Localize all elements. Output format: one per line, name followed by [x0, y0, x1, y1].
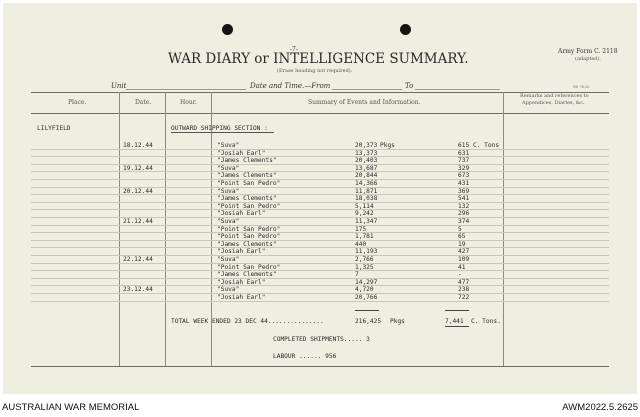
- row-tons: 431: [458, 180, 470, 187]
- row-pkgs: 440: [355, 240, 367, 248]
- column-header-remarks-1: Remarks and references to: [520, 93, 589, 99]
- row-ship-name: "Suva": [217, 256, 240, 263]
- total-tons-unit: C. Tons.: [471, 318, 501, 325]
- row-ship-name: "Point San Pedro": [217, 263, 281, 271]
- page-title: WAR DIARY or INTELLIGENCE SUMMARY.: [168, 51, 469, 67]
- column-header-hour: Hour.: [180, 99, 197, 106]
- rule-line: [31, 217, 609, 218]
- rule-line: [31, 301, 609, 302]
- row-tons: 238: [458, 286, 470, 294]
- rule-line: [31, 171, 609, 172]
- rule-line: [31, 149, 609, 150]
- footer-source: AUSTRALIAN WAR MEMORIAL: [2, 402, 140, 413]
- row-pkgs: 14,297: [355, 278, 378, 286]
- rule-line: [31, 194, 609, 195]
- rule-line: [31, 232, 609, 233]
- rule-line: [31, 209, 609, 210]
- form-adapted: (adapted).: [575, 56, 602, 62]
- page-number: -7-: [290, 46, 298, 53]
- row-tons: 109: [458, 256, 470, 263]
- row-ship-name: "Josiah Earl": [217, 149, 266, 157]
- row-ship-name: "James Clements": [217, 157, 277, 165]
- row-ship-name: "Suva": [217, 286, 240, 294]
- row-pkgs-unit: Pkgs: [380, 142, 395, 149]
- row-date: 22.12.44: [123, 256, 153, 263]
- row-ship-name: "Suva": [217, 142, 240, 149]
- rule-line: [31, 240, 609, 241]
- rule-line: [31, 263, 609, 264]
- row-ship-name: "Suva": [217, 164, 240, 172]
- column-header-summary: Summary of Events and Information.: [308, 99, 421, 106]
- unit-label: Unit: [111, 82, 127, 90]
- total-label: TOTAL WEEK ENDED 23 DEC 44...............: [171, 318, 324, 325]
- row-pkgs: 20,403: [355, 157, 378, 165]
- row-pkgs: 2,766: [355, 256, 374, 263]
- row-tons-unit: C. Tons: [473, 142, 500, 149]
- column-header-remarks-2: Appendices, Diaries, &c.: [522, 100, 585, 106]
- row-ship-name: "Point San Pedro": [217, 225, 281, 233]
- row-ship-name: "Point San Pedro": [217, 180, 281, 187]
- row-pkgs: 5,114: [355, 202, 374, 210]
- row-pkgs: 11,193: [355, 248, 378, 256]
- row-pkgs: 13,687: [355, 164, 378, 172]
- column-header-place: Place.: [68, 99, 87, 106]
- row-tons: 132: [458, 202, 470, 210]
- row-ship-name: "Point San Pedro": [217, 233, 281, 241]
- row-date: 20.12.44: [123, 187, 153, 195]
- row-tons: 615: [458, 142, 470, 149]
- labour-count: LABOUR ...... 956: [273, 353, 337, 360]
- total-pkgs-unit: Pkgs: [390, 318, 405, 325]
- row-tons: 722: [458, 294, 470, 301]
- row-ship-name: "James Clements": [217, 172, 277, 180]
- row-tons: 541: [458, 195, 470, 203]
- row-date: 23.12.44: [123, 286, 153, 294]
- row-pkgs: 20,844: [355, 172, 378, 180]
- row-ship-name: "Josiah Earl": [217, 278, 266, 286]
- diary-page: [3, 3, 637, 394]
- rule-line: [31, 164, 609, 165]
- row-pkgs: 7: [355, 271, 359, 279]
- row-tons: 477: [458, 278, 470, 286]
- row-pkgs: 1,781: [355, 233, 374, 241]
- row-pkgs: 20,766: [355, 294, 378, 301]
- row-tons: 369: [458, 187, 470, 195]
- column-header-date: Date.: [135, 99, 152, 106]
- row-tons: 5: [458, 225, 462, 233]
- row-ship-name: "Josiah Earl": [217, 210, 266, 218]
- rule-line: [31, 247, 609, 248]
- row-pkgs: 11,871: [355, 187, 378, 195]
- total-tons: 7,441: [445, 318, 464, 325]
- row-tons: 374: [458, 218, 470, 225]
- row-date: 18.12.44: [123, 142, 153, 149]
- row-pkgs: 4,720: [355, 286, 374, 294]
- row-date: 19.12.44: [123, 164, 153, 172]
- date-time-label: Date and Time.—From: [250, 82, 331, 90]
- row-tons: 631: [458, 149, 470, 157]
- row-pkgs: 20,373: [355, 142, 378, 149]
- row-ship-name: "Point San Pedro": [217, 202, 281, 210]
- row-tons: -: [458, 271, 462, 279]
- row-pkgs: 14,366: [355, 180, 378, 187]
- row-ship-name: "James Clements": [217, 240, 277, 248]
- rule-line: [31, 179, 609, 180]
- row-ship-name: "James Clements": [217, 195, 277, 203]
- row-pkgs: 18,038: [355, 195, 378, 203]
- punch-hole-left: [222, 24, 233, 35]
- section-heading: OUTWARD SHIPPING SECTION :: [171, 125, 268, 132]
- row-tons: 737: [458, 157, 470, 165]
- rule-line: [31, 278, 609, 279]
- rule-line: [31, 225, 609, 226]
- row-pkgs: 175: [355, 225, 367, 233]
- row-pkgs: 13,373: [355, 149, 378, 157]
- row-ship-name: "Suva": [217, 218, 240, 225]
- rule-line: [31, 270, 609, 271]
- to-label: To: [405, 82, 414, 90]
- rule-line: [31, 156, 609, 157]
- rule-line: [31, 293, 609, 294]
- rule-line: [31, 255, 609, 256]
- row-ship-name: "Josiah Earl": [217, 248, 266, 256]
- completed-shipments: COMPLETED SHIPMENTS..... 3: [273, 336, 370, 343]
- row-ship-name: "James Clements": [217, 271, 277, 279]
- row-tons: 673: [458, 172, 470, 180]
- row-tons: 19: [458, 240, 466, 248]
- row-ship-name: "Josiah Earl": [217, 294, 266, 301]
- form-reference: Army Form C. 2118: [558, 48, 618, 55]
- rule-line: [31, 202, 609, 203]
- row-tons: 329: [458, 164, 470, 172]
- rule-line: [31, 187, 609, 188]
- print-code: 86 7620: [573, 84, 590, 89]
- row-date: 21.12.44: [123, 218, 153, 225]
- row-tons: 427: [458, 248, 470, 256]
- page-subtitle: (Erase heading not required).: [277, 68, 353, 74]
- footer-accession-number: AWM2022.5.2625: [562, 402, 638, 413]
- row-tons: 296: [458, 210, 470, 218]
- row-pkgs: 1,325: [355, 263, 374, 271]
- row-ship-name: "Suva": [217, 187, 240, 195]
- punch-hole-right: [400, 24, 411, 35]
- total-pkgs: 216,425: [355, 318, 382, 325]
- footer: [0, 402, 640, 417]
- row-tons: 41: [458, 263, 466, 271]
- row-tons: 65: [458, 233, 466, 241]
- row-pkgs: 9,242: [355, 210, 374, 218]
- row-pkgs: 11,347: [355, 218, 378, 225]
- place-name: LILYFIELD: [37, 125, 71, 132]
- rule-line: [31, 285, 609, 286]
